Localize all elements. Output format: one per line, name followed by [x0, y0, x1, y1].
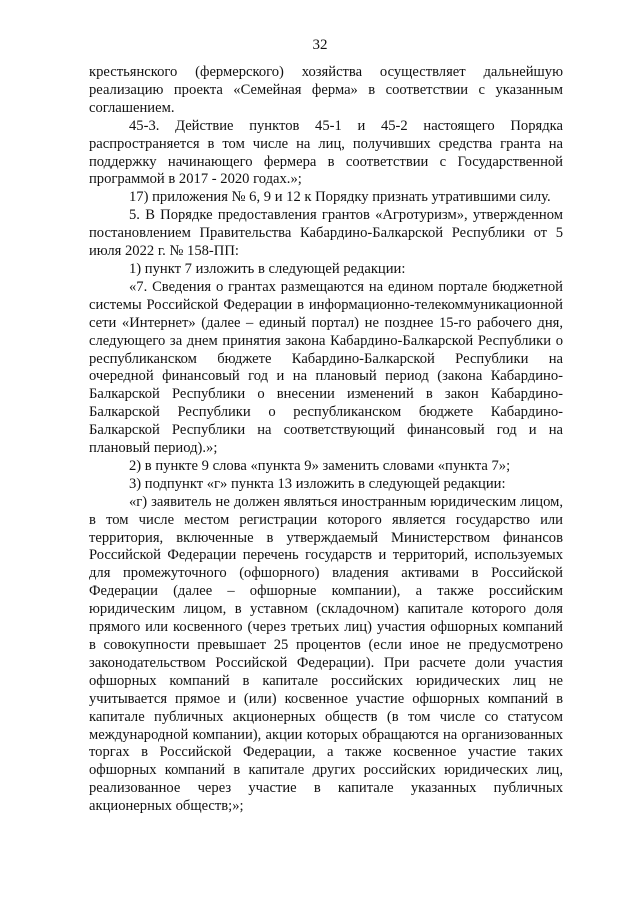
page-number: 32: [312, 37, 328, 53]
paragraph-subitem-3: 3) подпункт «г» пункта 13 изложить в следующей редакции:: [129, 475, 506, 492]
paragraph-item-17: 17) приложения № 6, 9 и 12 к Порядку признать утратившими силу.: [129, 189, 551, 206]
paragraph-item-45-3: 45-3. Действие пунктов 45-1 и 45-2 настоящего Порядка распространяется в том числе на лиц, получивших средства гранта на поддержку начинающего фермера в соответствии с Государственной программой в 2017 - 2020 годах.»;: [89, 117, 563, 188]
paragraph-quote-subitem-g: «г) заявитель не должен являться иностранным юридическим лицом, в том числе местом регистрации которого является государство или территория, включенные в утверждаемый Министерством финансов Российской Федерации перечень государств и территорий, используемых для промежуточного (офшорного) владения активами в Российской Федерации (далее – офшорные компании), а также российским юридическим лицом, в уставном (складочном) капитале которого доля прямого или косвенного (через третьих лиц) участия офшорных компаний в совокупности превышает 25 процентов (если иное не предусмотрено законодательством Российской Федерации). При расчете доли участия офшорных компаний в капитале российских юридических лиц не учитывается прямое и (или) косвенное участие офшорных компаний в капитале публичных акционерных обществ (в том числе со статусом международной компании), акции которых обращаются на организованных торгах в Российской Федерации, а также косвенное участие таких офшорных компаний в капитале других российских юридических лиц, реализованное через участие в капитале указанных публичных акционерных обществ;»;: [89, 493, 563, 815]
paragraph-subitem-1: 1) пункт 7 изложить в следующей редакции:: [129, 260, 406, 277]
paragraph-quote-item-7: «7. Сведения о грантах размещаются на едином портале бюджетной системы Российской Федерации в информационно-телекоммуникационной сети «Интернет» (далее – единый портал) не позднее 15-го рабочего дня, следующего за днем принятия закона Кабардино-Балкарской Республики о республиканском бюджете Кабардино-Балкарской Республики на очередной финансовый год и на плановый период (закона Кабардино-Балкарской Республики о внесении изменений в закон Кабардино-Балкарской Республики о республиканском бюджете Кабардино-Балкарской Республики на соответствующий финансовый год и на плановый период).»;: [89, 278, 563, 457]
paragraph-section-5: 5. В Порядке предоставления грантов «Агротуризм», утвержденном постановлением Правительства Кабардино-Балкарской Республики от 5 июля 2022 г. № 158-ПП:: [89, 207, 563, 260]
document-body: [89, 64, 563, 816]
paragraph-subitem-2: 2) в пункте 9 слова «пункта 9» заменить словами «пункта 7»;: [129, 457, 511, 474]
paragraph-continuation: крестьянского (фермерского) хозяйства осуществляет дальнейшую реализацию проекта «Семейная ферма» в соответствии с указанным соглашением.: [89, 64, 563, 116]
